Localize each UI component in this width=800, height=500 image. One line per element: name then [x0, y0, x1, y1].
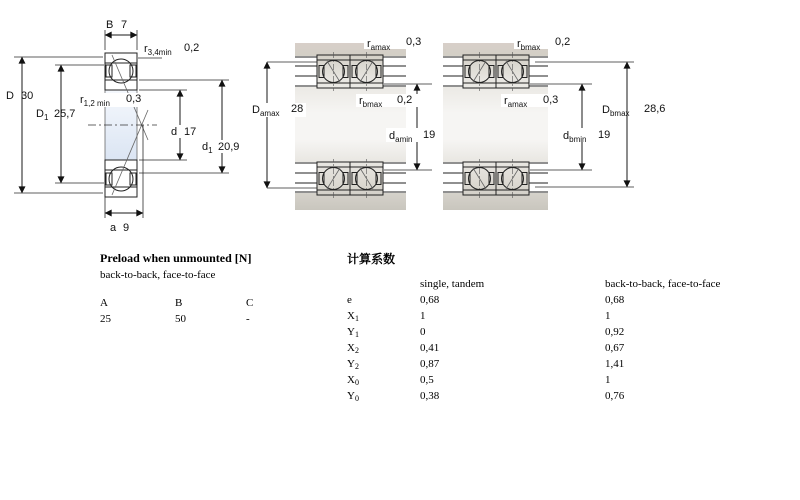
svg-text:19: 19 — [598, 129, 611, 141]
factor-value-single-tandem: 0,38 — [420, 390, 440, 402]
preload-table-title: Preload when unmounted [N] — [100, 251, 252, 265]
svg-text:0,2: 0,2 — [184, 42, 200, 54]
factor-label: $X_1$ — [347, 310, 359, 323]
svg-text:B: B — [106, 19, 114, 31]
factor-value-back-to-back: 1 — [605, 374, 611, 386]
factor-value-back-to-back: 0,67 — [605, 342, 625, 354]
svg-text:17: 17 — [184, 126, 197, 138]
factor-value-single-tandem: 0 — [420, 326, 426, 338]
preload-col-a: A — [100, 297, 108, 309]
svg-text:rbmax: $r_{bmax}$ — [517, 38, 541, 52]
svg-text:dbmin: $d_{bmin}$ — [563, 130, 587, 144]
svg-text:19: 19 — [423, 129, 436, 141]
svg-text:d: d — [171, 126, 178, 138]
svg-text:a: a — [110, 222, 117, 234]
svg-text:0,2: 0,2 — [397, 94, 413, 106]
factor-label: $Y_0$ — [347, 390, 359, 403]
factor-label: $Y_1$ — [347, 326, 359, 339]
dim-rbmax — [356, 94, 425, 109]
factor-label: $X_2$ — [347, 342, 359, 355]
svg-text:25,7: 25,7 — [54, 108, 76, 120]
svg-text:rbmax: $r_{bmax}$ — [359, 95, 383, 109]
factor-value-back-to-back: 0,92 — [605, 326, 625, 338]
factor-value-single-tandem: 0,68 — [420, 294, 440, 306]
mounted-pair-diagram-b — [443, 36, 665, 210]
preload-table — [100, 251, 330, 327]
dim-B — [105, 19, 137, 50]
preload-table-values — [100, 311, 330, 327]
factor-label: e — [347, 294, 352, 306]
factor-row — [347, 308, 777, 324]
factor-value-single-tandem: 1 — [420, 310, 426, 322]
svg-text:D: D — [6, 90, 14, 102]
factor-label: $Y_2$ — [347, 358, 359, 371]
factors-header-spacer — [347, 276, 420, 292]
preload-value-b: 50 — [175, 313, 186, 325]
svg-text:D1: $D_1$ — [36, 108, 49, 122]
dim-r12 — [77, 93, 147, 108]
factor-label: $X_0$ — [347, 374, 359, 387]
factor-value-back-to-back: 1 — [605, 310, 611, 322]
dim-ramax — [501, 94, 573, 109]
svg-text:Dbmax: $D_{bmax}$ — [602, 104, 630, 118]
dim-Dbmax — [535, 62, 665, 187]
svg-text:damin: $d_{amin}$ — [389, 130, 413, 144]
factors-col-back-to-back: back-to-back, face-to-face — [605, 278, 721, 290]
factor-value-single-tandem: 0,5 — [420, 374, 434, 386]
preload-table-subtitle: back-to-back, face-to-face — [100, 269, 216, 281]
factor-value-back-to-back: 1,41 — [605, 358, 625, 370]
factors-table-title: 计算系数 — [347, 252, 396, 266]
mounted-pair-diagram-a — [250, 36, 440, 210]
single-bearing-cross-section — [6, 19, 246, 234]
svg-text:0,2: 0,2 — [555, 36, 571, 48]
factor-value-back-to-back: 0,68 — [605, 294, 625, 306]
factors-table-header — [347, 276, 777, 292]
factor-row — [347, 372, 777, 388]
svg-text:0,3: 0,3 — [406, 36, 422, 48]
svg-text:28,6: 28,6 — [644, 103, 666, 115]
dim-D1 — [36, 65, 104, 183]
factors-col-single-tandem: single, tandem — [420, 278, 485, 290]
calculation-factors-table — [347, 250, 777, 404]
svg-text:r3,4min: $r_{3,4min}$ — [144, 43, 172, 57]
svg-text:d1: $d_1$ — [202, 141, 213, 155]
factor-value-back-to-back: 0,76 — [605, 390, 625, 402]
factors-table-body — [347, 292, 777, 404]
factor-row — [347, 340, 777, 356]
preload-value-c: - — [246, 313, 250, 325]
bearing-section-top — [105, 53, 137, 90]
svg-text:28: 28 — [291, 103, 304, 115]
svg-text:7: 7 — [121, 19, 128, 31]
svg-text:0,3: 0,3 — [126, 93, 142, 105]
factor-row — [347, 324, 777, 340]
dim-r34 — [138, 42, 199, 58]
preload-table-header — [100, 295, 330, 311]
svg-text:30: 30 — [21, 90, 34, 102]
preload-col-c: C — [246, 297, 254, 309]
factor-value-single-tandem: 0,41 — [420, 342, 440, 354]
factor-value-single-tandem: 0,87 — [420, 358, 440, 370]
preload-col-b: B — [175, 297, 183, 309]
svg-text:ramax: $r_{amax}$ — [367, 38, 391, 52]
bearing-section-bottom — [105, 160, 137, 197]
svg-text:0,3: 0,3 — [543, 94, 559, 106]
factor-row — [347, 356, 777, 372]
factor-row — [347, 292, 777, 308]
svg-text:ramax: $r_{amax}$ — [504, 95, 528, 109]
bearing-technical-drawing — [0, 0, 700, 245]
factor-row — [347, 388, 777, 404]
svg-text:20,9: 20,9 — [218, 141, 240, 153]
preload-value-a: 25 — [100, 313, 111, 325]
svg-text:r1,2 min: $r_{1,2 min}$ — [80, 94, 110, 108]
svg-text:Damax: $D_{amax}$ — [252, 104, 280, 118]
svg-text:9: 9 — [123, 222, 130, 234]
